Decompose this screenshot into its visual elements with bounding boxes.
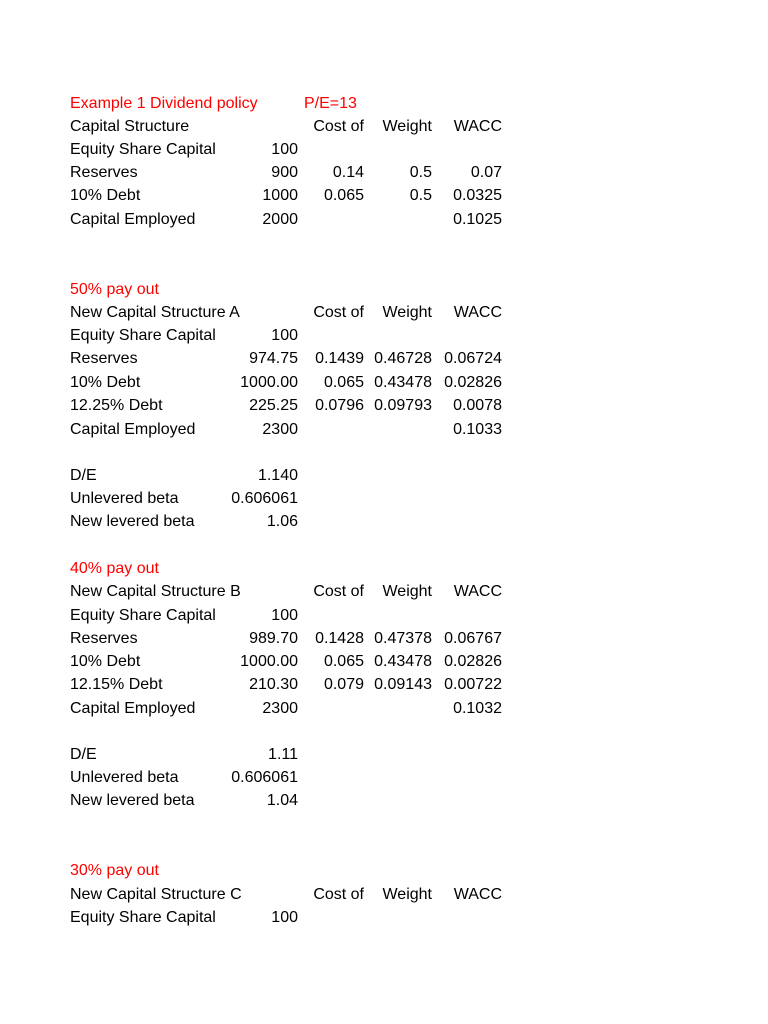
cell-e: 0.0325 bbox=[453, 187, 502, 204]
cell-e: 0.06767 bbox=[444, 630, 502, 647]
cell-a: New Capital Structure A bbox=[70, 304, 240, 321]
cell-c: Cost of bbox=[313, 304, 364, 321]
table-row bbox=[0, 743, 768, 766]
cell-d: 0.43478 bbox=[374, 374, 432, 391]
table-row bbox=[0, 673, 768, 696]
cell-e: 0.0078 bbox=[453, 397, 502, 414]
cell-a: Equity Share Capital bbox=[70, 327, 216, 344]
cell-b: 2300 bbox=[262, 421, 298, 438]
table-row bbox=[0, 394, 768, 417]
section-title-row bbox=[0, 92, 768, 115]
cell-b: 974.75 bbox=[249, 350, 298, 367]
cell-a: Reserves bbox=[70, 350, 138, 367]
cell-a: 30% pay out bbox=[70, 862, 159, 879]
cell-e: 0.02826 bbox=[444, 653, 502, 670]
cell-a: Capital Structure bbox=[70, 118, 190, 135]
cell-b: 900 bbox=[271, 164, 298, 181]
cell-d: Weight bbox=[382, 118, 432, 135]
cell-d: 0.09793 bbox=[374, 397, 432, 414]
cell-b: 100 bbox=[271, 327, 298, 344]
cell-b: 1000.00 bbox=[240, 374, 298, 391]
cell-b: 0.606061 bbox=[231, 769, 298, 786]
cell-b: 0.606061 bbox=[231, 490, 298, 507]
cell-b: 2000 bbox=[262, 211, 298, 228]
table-header-row bbox=[0, 580, 768, 603]
cell-a: Capital Employed bbox=[70, 700, 196, 717]
cell-b: 100 bbox=[271, 141, 298, 158]
cell-d: 0.5 bbox=[409, 187, 432, 204]
cell-b: 1.11 bbox=[268, 746, 298, 763]
cell-a: New Capital Structure C bbox=[70, 886, 242, 903]
table-row bbox=[0, 604, 768, 627]
cell-b: 100 bbox=[271, 607, 298, 624]
cell-e: 0.1032 bbox=[453, 700, 502, 717]
cell-c: P/E=13 bbox=[304, 95, 357, 112]
cell-a: New levered beta bbox=[70, 792, 195, 809]
cell-c: Cost of bbox=[313, 118, 364, 135]
table-row bbox=[0, 161, 768, 184]
cell-c: Cost of bbox=[313, 886, 364, 903]
cell-a: 10% Debt bbox=[70, 653, 141, 670]
cell-e: WACC bbox=[453, 886, 502, 903]
cell-a: Example 1 Dividend policy bbox=[70, 95, 258, 112]
cell-a: Equity Share Capital bbox=[70, 909, 216, 926]
table-header-row bbox=[0, 883, 768, 906]
cell-b: 1.06 bbox=[266, 513, 298, 530]
cell-c: 0.065 bbox=[323, 653, 364, 670]
table-row bbox=[0, 487, 768, 510]
table-row bbox=[0, 138, 768, 161]
cell-e: WACC bbox=[453, 583, 502, 600]
cell-a: New Capital Structure B bbox=[70, 583, 241, 600]
cell-c: 0.079 bbox=[323, 676, 364, 693]
cell-e: 0.06724 bbox=[444, 350, 502, 367]
cell-a: 10% Debt bbox=[70, 374, 141, 391]
cell-a: 10% Debt bbox=[70, 187, 141, 204]
cell-a: D/E bbox=[70, 746, 97, 763]
cell-c: 0.1439 bbox=[315, 350, 364, 367]
cell-a: Capital Employed bbox=[70, 211, 196, 228]
cell-d: Weight bbox=[382, 886, 432, 903]
table-row bbox=[0, 324, 768, 347]
cell-c: 0.065 bbox=[323, 374, 364, 391]
cell-a: Unlevered beta bbox=[70, 490, 179, 507]
cell-e: 0.1033 bbox=[453, 421, 502, 438]
section-title-row bbox=[0, 859, 768, 882]
table-row bbox=[0, 789, 768, 812]
cell-e: 0.07 bbox=[470, 164, 502, 181]
section-title-row bbox=[0, 278, 768, 301]
cell-d: 0.47378 bbox=[374, 630, 432, 647]
cell-d: 0.5 bbox=[409, 164, 432, 181]
cell-c: Cost of bbox=[313, 583, 364, 600]
cell-a: Reserves bbox=[70, 630, 138, 647]
table-row bbox=[0, 697, 768, 720]
section-title-row bbox=[0, 557, 768, 580]
cell-e: 0.1025 bbox=[453, 211, 502, 228]
table-row bbox=[0, 208, 768, 231]
table-row bbox=[0, 906, 768, 929]
cell-c: 0.065 bbox=[323, 187, 364, 204]
cell-e: WACC bbox=[453, 304, 502, 321]
cell-e: 0.02826 bbox=[444, 374, 502, 391]
table-row bbox=[0, 510, 768, 533]
cell-a: 50% pay out bbox=[70, 281, 159, 298]
cell-a: New levered beta bbox=[70, 513, 195, 530]
cell-d: Weight bbox=[382, 304, 432, 321]
cell-d: 0.43478 bbox=[374, 653, 432, 670]
cell-c: 0.1428 bbox=[315, 630, 364, 647]
cell-a: Capital Employed bbox=[70, 421, 196, 438]
table-header-row bbox=[0, 301, 768, 324]
cell-d: Weight bbox=[382, 583, 432, 600]
table-row bbox=[0, 464, 768, 487]
table-row bbox=[0, 184, 768, 207]
cell-c: 0.0796 bbox=[315, 397, 364, 414]
cell-b: 989.70 bbox=[249, 630, 298, 647]
table-row bbox=[0, 371, 768, 394]
table-row bbox=[0, 627, 768, 650]
cell-b: 1.04 bbox=[266, 792, 298, 809]
cell-a: Equity Share Capital bbox=[70, 607, 216, 624]
cell-b: 100 bbox=[271, 909, 298, 926]
cell-a: 12.15% Debt bbox=[70, 676, 163, 693]
cell-b: 1000.00 bbox=[240, 653, 298, 670]
cell-b: 1000 bbox=[262, 187, 298, 204]
cell-b: 1.140 bbox=[257, 467, 298, 484]
cell-a: 12.25% Debt bbox=[70, 397, 163, 414]
cell-e: WACC bbox=[453, 118, 502, 135]
cell-a: Equity Share Capital bbox=[70, 141, 216, 158]
cell-a: D/E bbox=[70, 467, 97, 484]
table-header-row bbox=[0, 115, 768, 138]
table-row bbox=[0, 766, 768, 789]
table-row bbox=[0, 650, 768, 673]
cell-b: 225.25 bbox=[249, 397, 298, 414]
table-row bbox=[0, 347, 768, 370]
cell-a: Reserves bbox=[70, 164, 138, 181]
cell-b: 2300 bbox=[262, 700, 298, 717]
cell-b: 210.30 bbox=[249, 676, 298, 693]
cell-a: Unlevered beta bbox=[70, 769, 179, 786]
cell-d: 0.46728 bbox=[374, 350, 432, 367]
cell-a: 40% pay out bbox=[70, 560, 159, 577]
table-row bbox=[0, 418, 768, 441]
cell-e: 0.00722 bbox=[444, 676, 502, 693]
cell-d: 0.09143 bbox=[374, 676, 432, 693]
cell-c: 0.14 bbox=[332, 164, 364, 181]
